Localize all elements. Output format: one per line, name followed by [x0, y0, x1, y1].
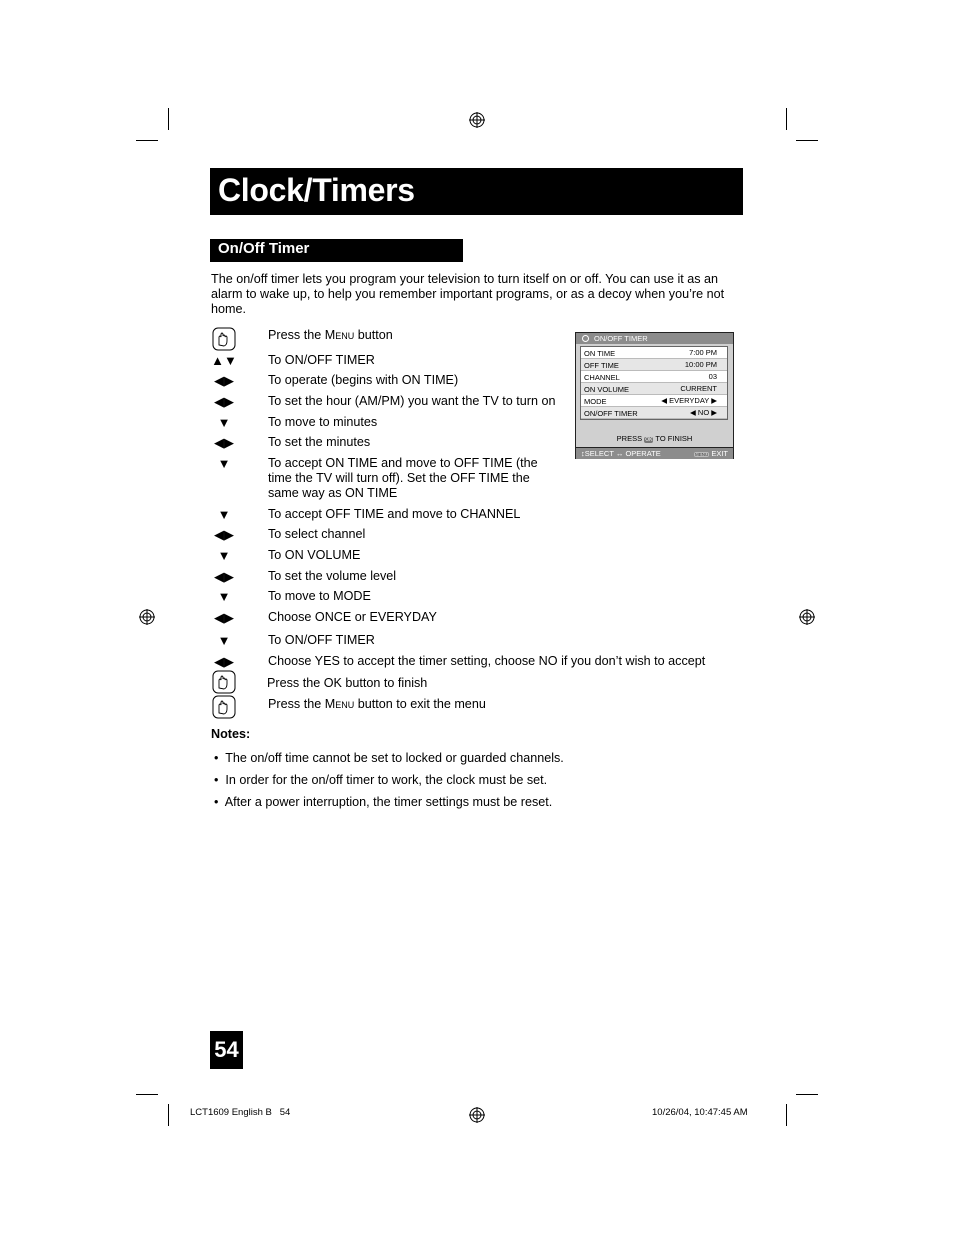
registration-mark-icon — [799, 609, 815, 625]
up-down-arrows-icon: ▲▼ — [211, 353, 237, 368]
on-off-timer-screen — [575, 332, 734, 459]
osd-row: CHANNEL 03 — [581, 371, 727, 383]
step-text: Press the Menu button to exit the menu — [268, 697, 486, 711]
left-right-arrows-icon: ◀▶ — [214, 373, 234, 388]
osd-press-text: PRESS OK TO FINISH — [616, 434, 693, 443]
section-title: On/Off Timer — [218, 240, 310, 257]
notes-heading: Notes: — [211, 727, 251, 741]
step-text: To set the volume level — [268, 569, 397, 583]
crop-mark — [796, 140, 818, 141]
registration-mark-icon — [469, 112, 485, 128]
osd-row: MODE ◀ EVERYDAY ▶ — [581, 395, 727, 407]
step-text: To move to MODE — [268, 589, 371, 603]
step-text: To move to minutes — [268, 415, 378, 429]
step-text: To operate (begins with ON TIME) — [268, 373, 459, 387]
menu-button-icon — [212, 695, 236, 719]
osd-title: ON/OFF TIMER — [594, 334, 648, 343]
left-right-arrows-icon: ◀▶ — [214, 569, 234, 584]
left-right-arrows-icon: ◀▶ — [214, 435, 234, 450]
left-right-arrows-icon: ◀▶ — [214, 654, 234, 669]
registration-mark-icon — [139, 609, 155, 625]
step-text: To ON/OFF TIMER — [268, 353, 375, 367]
ok-button-icon — [212, 670, 236, 694]
clock-icon — [582, 335, 589, 342]
note-item: • The on/off time cannot be set to locked or guarded channels. — [214, 751, 564, 765]
step-text: To accept OFF TIME and move to CHANNEL — [268, 507, 521, 521]
crop-mark — [786, 108, 787, 130]
note-item: • After a power interruption, the timer settings must be reset. — [214, 795, 553, 809]
step-text: To set the minutes — [268, 435, 371, 449]
step-text: To select channel — [268, 527, 366, 541]
step-text: Press the OK button to finish — [267, 676, 428, 690]
page-title: Clock/Timers — [218, 172, 415, 208]
left-right-arrows-icon: ◀▶ — [214, 610, 234, 625]
osd-row: ON/OFF TIMER ◀ NO ▶ — [581, 407, 727, 419]
step-text: Choose ONCE or EVERYDAY — [268, 610, 437, 624]
down-arrow-icon: ▼ — [217, 589, 231, 604]
crop-mark — [786, 1104, 787, 1126]
step-text: Press the Menu button — [268, 328, 393, 342]
crop-mark — [168, 1104, 169, 1126]
title-bar — [210, 168, 743, 215]
down-arrow-icon: ▼ — [217, 633, 231, 648]
ok-badge-icon: OK — [645, 437, 653, 443]
step-text: To accept ON TIME and move to OFF TIME (the time the TV will turn off). Set the OFF TIME the same way as ON TIME — [268, 456, 538, 500]
down-arrow-icon: ▼ — [217, 456, 231, 471]
osd-row: ON TIME 7:00 PM — [581, 347, 727, 359]
osd-row: ON VOLUME CURRENT — [581, 383, 727, 395]
down-arrow-icon: ▼ — [217, 415, 231, 430]
crop-mark — [136, 140, 158, 141]
intro-paragraph: The on/off timer lets you program your television to turn itself on or off. You can use it as an alarm to wake up, to help you remember important programs, or as a decoy when you’re not home. — [211, 272, 725, 316]
down-arrow-icon: ▼ — [217, 507, 231, 522]
note-item: • In order for the on/off timer to work, the clock must be set. — [214, 773, 548, 787]
menu-button-icon — [212, 327, 236, 351]
registration-mark-icon — [469, 1107, 485, 1123]
crop-mark — [796, 1094, 818, 1095]
down-arrow-icon: ▼ — [217, 548, 231, 563]
menu-badge-icon: MENU — [694, 452, 709, 457]
osd-menu — [580, 346, 728, 420]
left-right-arrows-icon: ◀▶ — [214, 394, 234, 409]
step-text: Choose YES to accept the timer setting, choose NO if you don’t wish to accept — [268, 654, 706, 668]
crop-mark — [136, 1094, 158, 1095]
osd-footer: ↕SELECT ↔ OPERATE MENU EXIT — [576, 447, 733, 459]
footer-file-info: LCT1609 English B 54 — [190, 1107, 291, 1118]
osd-row: OFF TIME 10:00 PM — [581, 359, 727, 371]
step-text: To ON/OFF TIMER — [268, 633, 375, 647]
footer-timestamp: 10/26/04, 10:47:45 AM — [652, 1107, 748, 1118]
crop-mark — [168, 108, 169, 130]
section-bar — [210, 239, 463, 262]
osd-header — [576, 333, 733, 344]
step-text: To ON VOLUME — [268, 548, 361, 562]
page-number: 54 — [210, 1031, 243, 1069]
step-text: To set the hour (AM/PM) you want the TV to turn on — [268, 394, 556, 408]
left-right-arrows-icon: ◀▶ — [214, 527, 234, 542]
